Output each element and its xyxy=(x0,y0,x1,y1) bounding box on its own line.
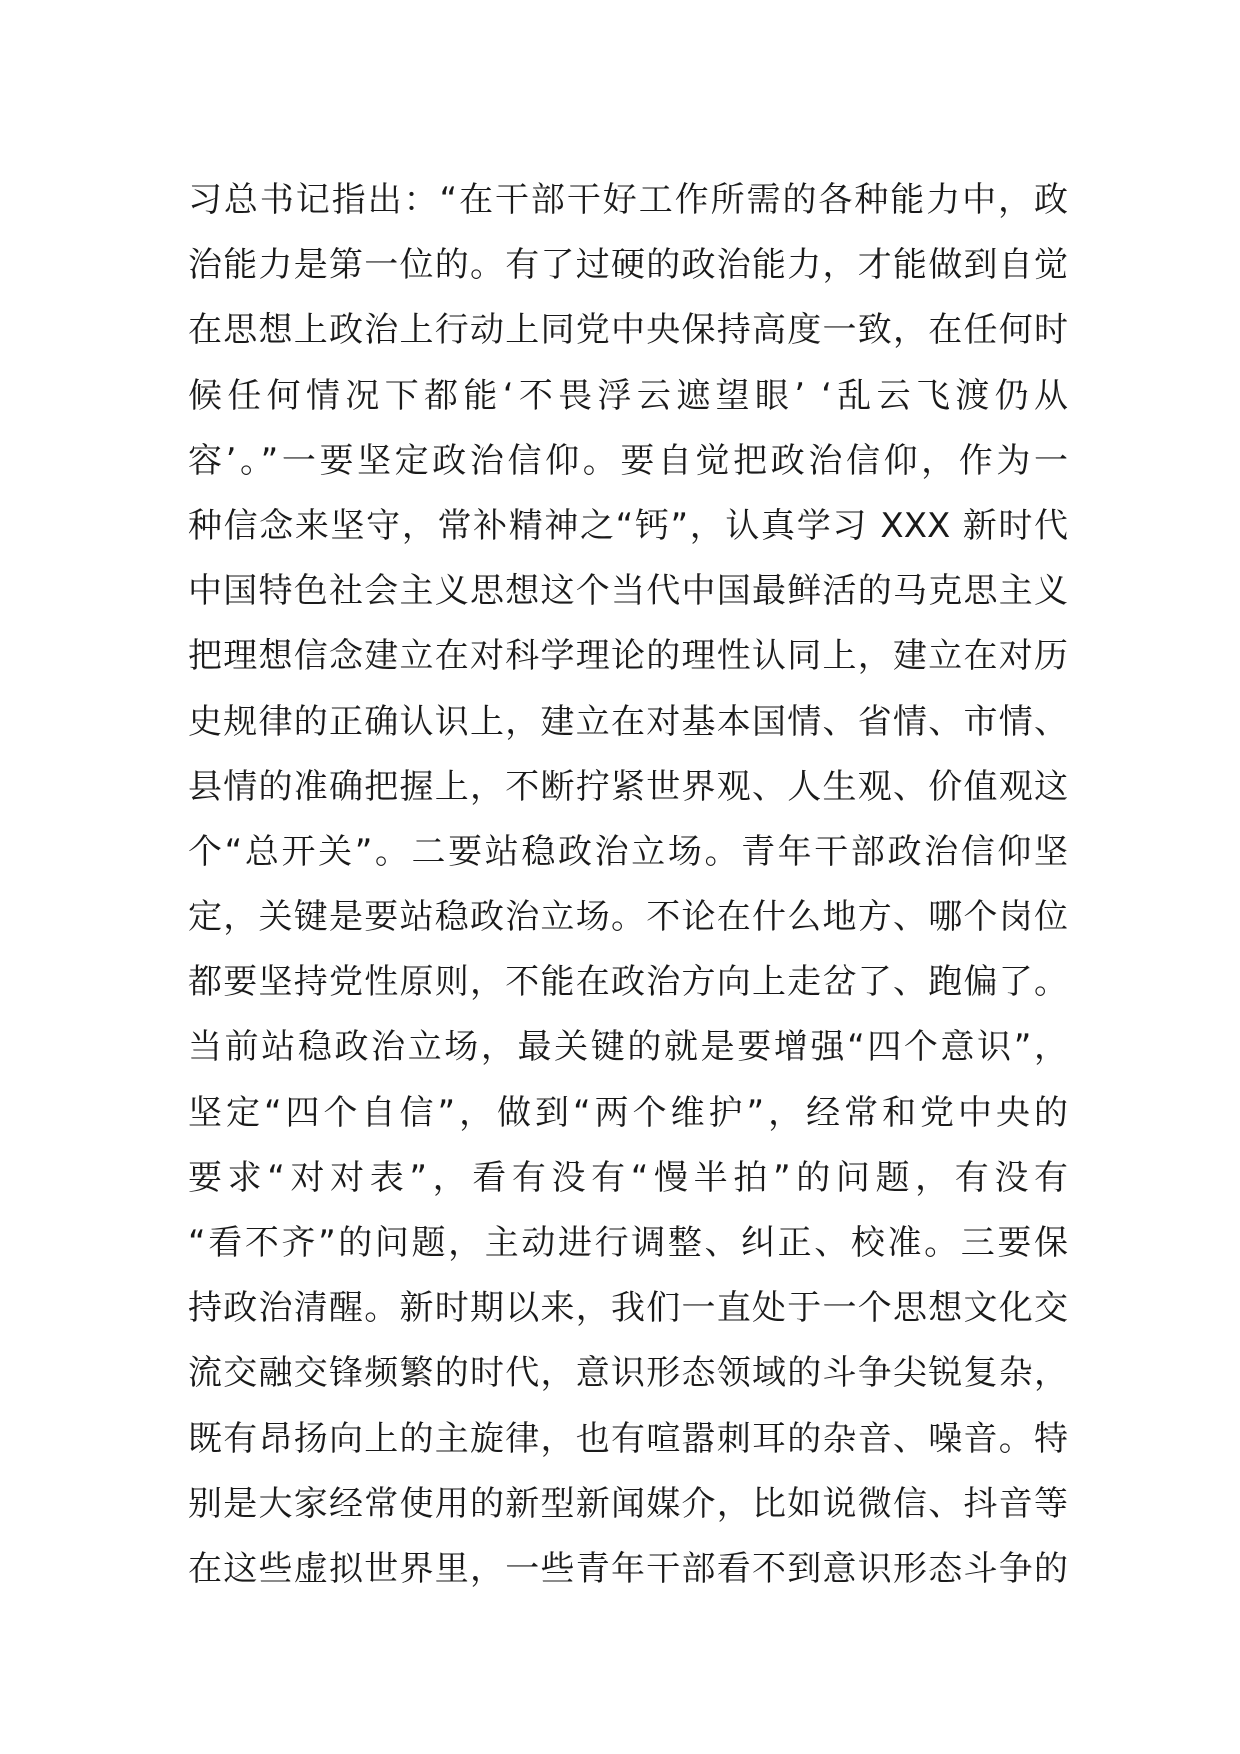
text-line-13: 都要坚持党性原则，不能在政治方向上走岔了、跑偏了。 xyxy=(188,962,1068,1003)
text-line-20: 既有昂扬向上的主旋律，也有喧嚣刺耳的杂音、噪音。特 xyxy=(188,1418,1068,1459)
text-line-17: “看不齐”的问题，主动进行调整、纠正、校准。三要保 xyxy=(188,1223,1068,1263)
text-line-10: 县情的准确把握上，不断拧紧世界观、人生观、价值观这 xyxy=(188,766,1068,807)
text-line-7: 中国特色社会主义思想这个当代中国最鲜活的马克思主义 xyxy=(188,571,1068,612)
text-line-4: 候任何情况下都能‘不畏浮云遮望眼’ ‘乱云飞渡仍从 xyxy=(188,375,1068,416)
text-line-3: 在思想上政治上行动上同党中央保持高度一致，在任何时 xyxy=(188,310,1068,351)
text-line-2: 治能力是第一位的。有了过硬的政治能力，才能做到自觉 xyxy=(188,245,1068,286)
text-line-9: 史规律的正确认识上，建立在对基本国情、省情、市情、 xyxy=(188,701,1068,742)
text-line-14: 当前站稳政治立场，最关键的就是要增强“四个意识”， xyxy=(188,1027,1068,1068)
text-line-1: 习总书记指出：“在干部干好工作所需的各种能力中，政 xyxy=(188,180,1068,220)
text-line-16: 要求“对对表”，看有没有“慢半拍”的问题，有没有 xyxy=(188,1157,1068,1198)
text-line-22: 在这些虚拟世界里，一些青年干部看不到意识形态斗争的 xyxy=(188,1548,1068,1589)
text-line-15: 坚定“四个自信”，做到“两个维护”，经常和党中央的 xyxy=(188,1092,1068,1133)
text-line-11: 个“总开关”。二要站稳政治立场。青年干部政治信仰坚 xyxy=(188,831,1068,872)
text-line-19: 流交融交锋频繁的时代，意识形态领域的斗争尖锐复杂， xyxy=(188,1353,1068,1394)
text-line-8: 把理想信念建立在对科学理论的理性认同上，建立在对历 xyxy=(188,636,1068,677)
text-line-18: 持政治清醒。新时期以来，我们一直处于一个思想文化交 xyxy=(188,1288,1068,1329)
body-text xyxy=(188,168,1068,1602)
text-line-6: 种信念来坚守，常补精神之“钙”，认真学习 XXX 新时代 xyxy=(188,505,1068,546)
text-line-5: 容’。”一要坚定政治信仰。要自觉把政治信仰，作为一 xyxy=(188,440,1068,481)
text-line-12: 定，关键是要站稳政治立场。不论在什么地方、哪个岗位 xyxy=(188,897,1068,938)
text-line-21: 别是大家经常使用的新型新闻媒介，比如说微信、抖音等 xyxy=(188,1483,1068,1524)
